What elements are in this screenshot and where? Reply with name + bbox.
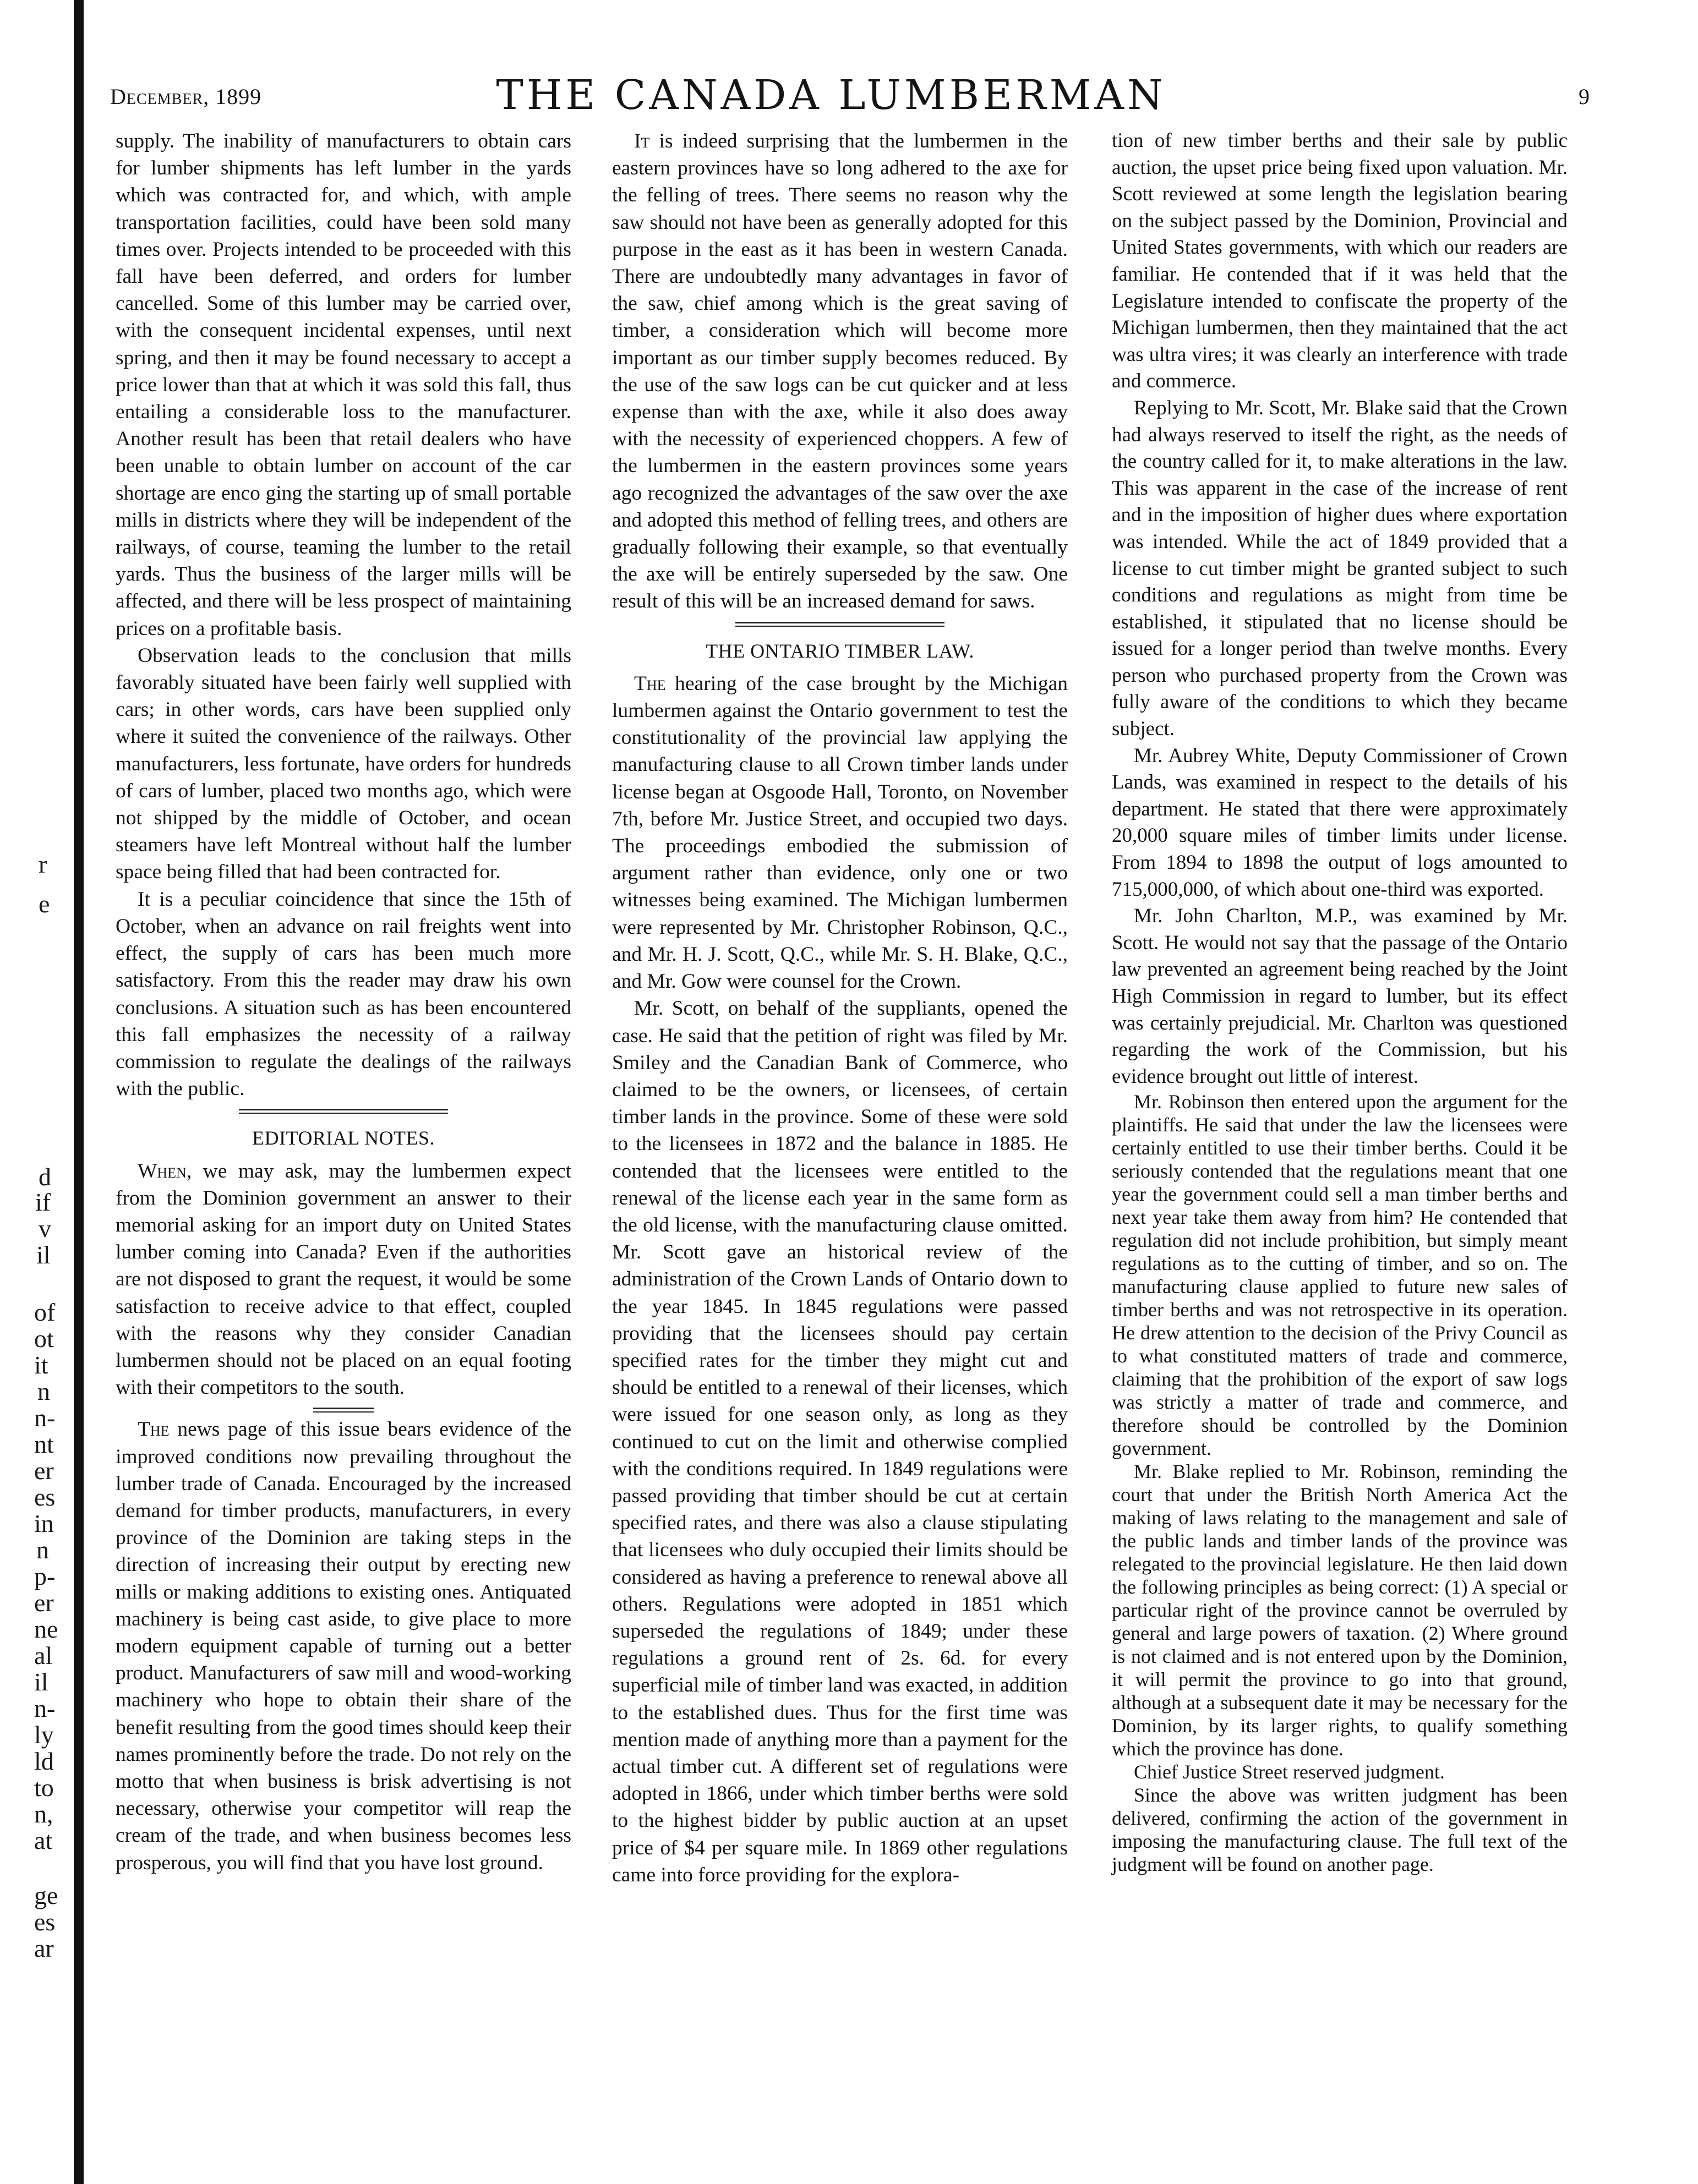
paragraph: Replying to Mr. Scott, Mr. Blake said that the Crown had always reserved to itself the right, as the needs of the country called for it, to make alterations in the law. This was apparent in the case of the increase of rent and in the imposition of higher dues where exportation was intended. While the act of 1849 provided that a license to cut timber might be granted subject to such conditions and regulations as might from time be established, it stipulated that no license should be issued for a longer period than twelve months. Every person who purchased property from the Crown was fully aware of the conditions to which they became subject. bbox=[1112, 396, 1568, 741]
page-number: 9 bbox=[1579, 84, 1590, 109]
paragraph: Mr. Aubrey White, Deputy Commissioner of Crown Lands, was examined in respect to the details of his department. He stated that there were approximately 20,000 square miles of timber limits under license. From 1894 to 1898 the output of logs amounted to 715,000,000, of which about one-third was exported. bbox=[1112, 744, 1568, 901]
paragraph: supply. The inability of manufacturers to obtain cars for lumber shipments has left lumber in the yards which was contracted for, and which, with ample transportation facilities, could have been sold many times over. Projects intended to be proceeded with this fall have been deferred, and orders for lumber cancelled. Some of this lumber may be carried over, with the consequent incidental expenses, until next spring, and then it may be found necessary to accept a price lower than that at which it was sold this fall, thus entailing a considerable loss to the manufacturer. Another result has been that retail dealers who have been unable to obtain lumber on account of the car shortage are enco ging the starting up of small portable mills in districts where they will be independent of the railways, of course, teaming the lumber to the retail yards. Thus the business of the larger mills will be affected, and there will be less prospect of maintaining prices on a profitable basis. bbox=[116, 130, 571, 640]
margin-fragment: ne bbox=[34, 1615, 58, 1643]
paragraph bbox=[116, 1416, 571, 1876]
margin-fragment: n- bbox=[34, 1404, 56, 1432]
section-rule bbox=[239, 1109, 448, 1114]
paragraph bbox=[612, 670, 1068, 995]
margin-fragment: d bbox=[39, 1163, 51, 1191]
paragraph-text: news page of this issue bears evidence of the improved conditions now prevailing throughout the lumber trade of Canada. Encouraged by the increased demand for timber products, manufacturers, in every province of the Dominion are taking steps in the direction of increasing their output by erecting new mills or making additions to existing ones. Antiquated machinery is being cast aside, to give place to more modern equipment capable of turning out a better product. Manufacturers of saw mill and wood-working machinery who hope to obtain their share of the benefit resulting from the good times should keep their names prominently before the trade. Do not rely on the motto that when business is brisk advertising is not necessary, otherwise your competitor will reap the cream of the trade, and when business becomes less prosperous, you will find that you have lost ground. bbox=[116, 1418, 571, 1874]
margin-fragment: al bbox=[34, 1641, 53, 1670]
column-right bbox=[1112, 128, 1568, 1876]
margin-fragment: er bbox=[34, 1457, 54, 1485]
paragraph-rule bbox=[313, 1408, 374, 1413]
paragraph bbox=[612, 128, 1068, 615]
margin-fragment: n, bbox=[34, 1800, 53, 1828]
margin-fragments bbox=[0, 0, 70, 2184]
issue-date: December, 1899 bbox=[110, 84, 262, 109]
margin-fragment: ly bbox=[34, 1721, 54, 1749]
margin-fragment: of bbox=[34, 1298, 56, 1326]
column-middle bbox=[612, 128, 1068, 1889]
paragraph-text: hearing of the case brought by the Michigan lumbermen against the Ontario government to test the constitutionality of the provincial law applying the manufacturing clause to all Crown timber lands under license began at Osgoode Hall, Toronto, on November 7th, before Mr. Justice Street, and occupied two days. The proceedings embodied the submission of argument rather than evidence, only one or two witnesses being examined. The Michigan lumbermen were represented by Mr. Christopher Robinson, Q.C., and Mr. H. J. Scott, Q.C., while Mr. S. H. Blake, Q.C., and Mr. Gow were counsel for the Crown. bbox=[612, 672, 1068, 993]
margin-fragment: ge bbox=[34, 1881, 58, 1909]
section-heading: THE ONTARIO TIMBER LAW. bbox=[706, 639, 974, 662]
margin-fragment: if bbox=[35, 1188, 51, 1216]
paragraph: Since the above was written judgment has been delivered, confirming the action of the government in imposing the manufacturing clause. The full text of the judgment will be found on another page. bbox=[1112, 1784, 1568, 1876]
margin-fragment: n- bbox=[34, 1694, 56, 1722]
margin-fragment: v bbox=[39, 1214, 51, 1242]
margin-fragment: r bbox=[39, 850, 47, 878]
paragraph-text: is indeed surprising that the lumbermen in the eastern provinces have so long adhered to the axe for the felling of trees. There seems no reason why the saw should not have been as generally adopted for this purpose in the east as it has been in western Canada. There are undoubtedly many advantages in favor of the saw, chief among which is the great saving of timber, a consideration which will become more important as our timber supply becomes reduced. By the use of the saw logs can be cut quicker and at less expense than with the axe, while it also does away with the necessity of experienced choppers. A few of the lumbermen in the eastern provinces some years ago recognized the advantages of the saw over the axe and adopted this method of felling trees, and others are gradually following their example, so that eventually the axe will be entirely superseded by the saw. One result of this will be an increased demand for saws. bbox=[612, 130, 1068, 613]
paragraph: Chief Justice Street reserved judgment. bbox=[1134, 1761, 1445, 1783]
paragraph-text: we may ask, may the lumbermen expect from the Dominion government an answer to their memorial asking for an import duty on United States lumber coming into Canada? Even if the authorities are not disposed to grant the request, it would be some satisfaction to receive advice to that effect, coupled with the reasons why they consider Canadian lumbermen should not be placed on an equal footing with their competitors to the south. bbox=[116, 1159, 571, 1399]
paragraph: tion of new timber berths and their sale by public auction, the upset price being fixed upon valuation. Mr. Scott reviewed at some length the legislation bearing on the subject passed by the Dominion, Provincial and United States governments, with which our readers are familiar. He contended that if it was held that the Legislature intended to confiscate the property of the Michigan lumbermen, then they maintained that the act was ultra vires; it was clearly an interference with trade and commerce. bbox=[1112, 129, 1568, 393]
binding-edge bbox=[74, 0, 84, 2184]
margin-fragment: p- bbox=[34, 1562, 56, 1590]
margin-fragment: ar bbox=[34, 1934, 54, 1962]
margin-fragment: n bbox=[37, 1377, 50, 1405]
margin-fragment: it bbox=[34, 1351, 48, 1379]
page-header bbox=[105, 72, 1590, 121]
lead-word: The bbox=[138, 1418, 170, 1441]
margin-fragment: es bbox=[34, 1483, 56, 1511]
margin-fragment: ot bbox=[34, 1324, 54, 1353]
paragraph: Mr. Blake replied to Mr. Robinson, reminding the court that under the British North America Act the making of laws relating to the management and sale of the public lands and timber lands of the province was relegated to the provincial legislature. He then laid down the following principles as being correct: (1) A special or particular right of the province cannot be overruled by general and large powers of taxation. (2) Where ground is not claimed and is not entered upon by the Dominion, it will permit the province to go into that ground, although at a subsequent date it may be necessary for the Dominion, by its larger rights, to qualify something which the province has done. bbox=[1112, 1460, 1568, 1760]
margin-fragment: n bbox=[36, 1536, 49, 1564]
margin-fragment: in bbox=[34, 1509, 54, 1537]
masthead-title: THE CANADA LUMBERMAN bbox=[496, 72, 1166, 119]
paragraph: Mr. Robinson then entered upon the argument for the plaintiffs. He said that under the law the licensees were certainly entitled to use their timber berths. Could it be seriously contended that the regulations meant that one year the government could sell a man timber berths and next year take them away from him? He contended that regulation did not include prohibition, but simply meant regulations as to the cutting of timber, and so on. The manufacturing clause applied to future new sales of timber berths and was not retrospective in its operation. He drew attention to the decision of the Privy Council as to what constituted matters of trade and commerce, claiming that the prohibition of the export of saw logs was strictly a matter of trade and commerce, and therefore should be controlled by the Dominion government. bbox=[1112, 1091, 1568, 1460]
margin-fragment: es bbox=[34, 1908, 56, 1936]
margin-fragment: at bbox=[34, 1826, 53, 1854]
paragraph: Mr. John Charlton, M.P., was examined by Mr. Scott. He would not say that the passage of the Ontario law prevented an agreement being reached by the Joint High Commission in regard to lumber, but its effect was certainly prejudicial. Mr. Charlton was questioned regarding the work of the Commission, but his evidence brought out little of interest. bbox=[1112, 905, 1568, 1088]
margin-fragment: to bbox=[34, 1774, 54, 1802]
section-heading: EDITORIAL NOTES. bbox=[252, 1127, 435, 1150]
margin-fragment: nt bbox=[34, 1430, 54, 1458]
paragraph: It is a peculiar coincidence that since the 15th of October, when an advance on rail freights went into effect, the supply of cars has been much more satisfactory. From this the reader may draw his own conclusions. A situation such as has been encountered this fall emphasizes the necessity of a railway commission to regulate the dealings of the railways with the public. bbox=[116, 888, 571, 1101]
paragraph: Mr. Scott, on behalf of the suppliants, opened the case. He said that the petition of right was filed by Mr. Smiley and the Canadian Bank of Commerce, who claimed to be the owners, or licensees, of certain timber lands in the province. Some of these were sold to the licensees in 1872 and the balance in 1885. He contended that the licensees were entitled to the renewal of the license each year in the same form as the old license, with the manufacturing clause omitted. Mr. Scott gave an historical review of the administration of the Crown Lands of Ontario down to the year 1845. In 1845 regulations were passed providing that the licensees should pay certain specified rates for the timber they might cut and should be entitled to a renewal of their licenses, which were issued for one season only, as long as they continued to cut on the limit and otherwise complied with the conditions required. In 1849 regulations were passed providing that timber should be cut at certain specified rates, and there was also a clause stipulating that licensees who duly occupied their limits should be considered as having a preference to renewal above all others. Regulations were adopted in 1851 which superseded the regulations of 1849; under these regulations a ground rent of 2s. 6d. for every superficial mile of timber land was exacted, in addition to the established dues. Thus for the first time was mention made of anything more than a payment for the actual timber cut. A different set of regulations were adopted in 1866, under which timber berths were sold to the highest bidder by public auction at an upset price of $4 per square mile. In 1869 other regulations came into force providing for the explora- bbox=[612, 997, 1068, 1886]
paragraph: Observation leads to the conclusion that mills favorably situated have been fairly well supplied with cars; in other words, cars have been supplied only where it suited the convenience of the railways. Other manufacturers, less fortunate, have orders for hundreds of cars of lumber, placed two months ago, which were not shipped by the middle of October, and ocean steamers have left Montreal without half the lumber space being filled that had been contracted for. bbox=[116, 644, 571, 884]
margin-fragment: e bbox=[39, 890, 50, 918]
lead-word: It bbox=[634, 130, 650, 152]
lead-word: When, bbox=[138, 1159, 192, 1183]
margin-fragment: il bbox=[34, 1668, 48, 1696]
section-rule bbox=[735, 622, 944, 627]
margin-fragment: er bbox=[34, 1589, 54, 1617]
lead-word: The bbox=[634, 672, 666, 695]
column-left bbox=[116, 128, 571, 1876]
margin-fragment: ld bbox=[34, 1747, 54, 1775]
paragraph bbox=[116, 1158, 571, 1402]
margin-fragment: il bbox=[36, 1241, 51, 1269]
